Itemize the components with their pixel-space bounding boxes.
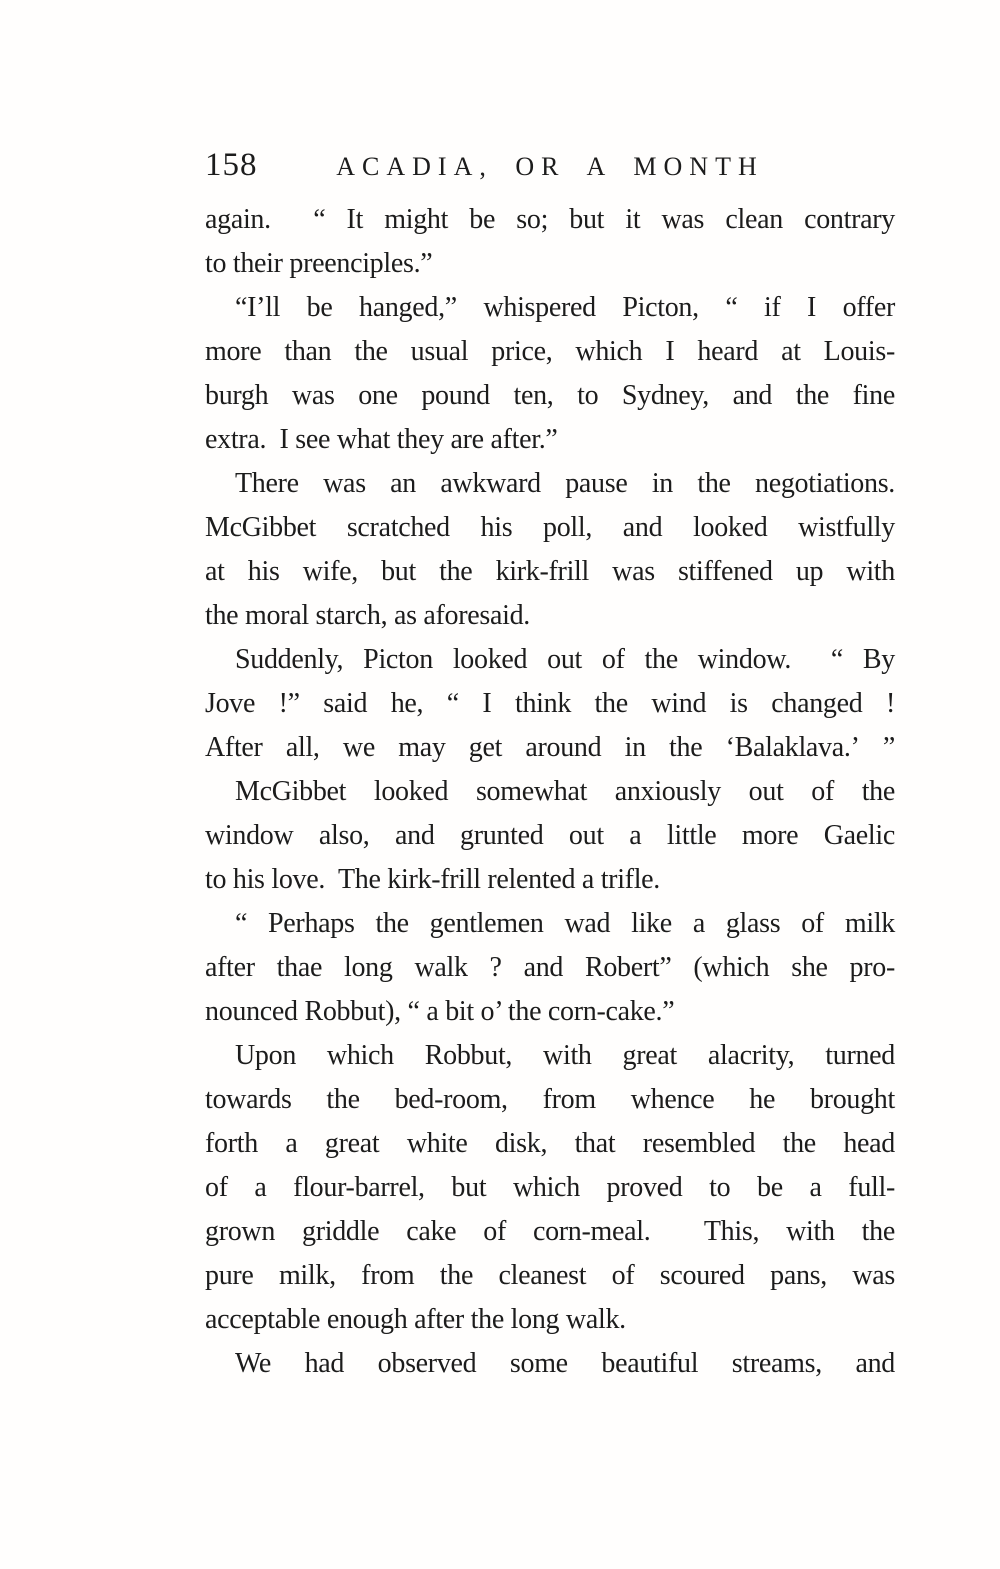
text-line: McGibbet looked somewhat anxiously out of the [235,776,895,807]
text-line: “ Perhaps the gentlemen wad like a glass of milk [235,908,895,939]
text-line: Suddenly, Picton looked out of the window. “ By [235,644,895,675]
text-line: Jove !” said he, “ I think the wind is changed ! [205,688,895,719]
text-line: acceptable enough after the long walk. [205,1304,626,1335]
text-block [205,198,895,1386]
text-line: again. “ It might be so; but it was clean contrary [205,204,895,235]
paragraph [205,1034,895,1342]
text-line: grown griddle cake of corn-meal. This, with the [205,1216,895,1247]
paragraph [205,1342,895,1386]
text-line: There was an awkward pause in the negotiations. [235,468,895,499]
text-line: the moral starch, as aforesaid. [205,600,531,631]
text-line: window also, and grunted out a little more Gaelic [205,820,895,851]
text-line: McGibbet scratched his poll, and looked wistfully [205,512,895,543]
text-line: We had observed some beautiful streams, and [235,1348,895,1379]
text-line: pure milk, from the cleanest of scoured pans, was [205,1260,895,1291]
text-line: to their preenciples.” [205,248,433,279]
text-line: Upon which Robbut, with great alacrity, turned [235,1040,895,1071]
paragraph [205,770,895,902]
text-line: towards the bed-room, from whence he brought [205,1084,895,1115]
paragraph [205,638,895,770]
text-line: more than the usual price, which I heard at Louis- [205,336,895,367]
page-number: 158 [205,147,258,183]
text-line: forth a great white disk, that resembled the head [205,1128,895,1159]
paragraph [205,286,895,462]
text-line: burgh was one pound ten, to Sydney, and the fine [205,380,895,411]
running-head: ACADIA, OR A MONTH [336,152,764,181]
page-header [205,138,895,182]
paragraph [205,462,895,638]
text-line: After all, we may get around in the ‘Balaklava.’ ” [205,732,895,763]
paragraph [205,198,895,286]
text-line: at his wife, but the kirk-frill was stiffened up with [205,556,895,587]
paragraph [205,902,895,1034]
text-line: to his love. The kirk-frill relented a trifle. [205,864,661,895]
text-line: after thae long walk ? and Robert” (which she pro- [205,952,895,983]
text-line: nounced Robbut), “ a bit o’ the corn-cake.” [205,996,675,1027]
text-line: extra. I see what they are after.” [205,424,558,455]
text-line: of a flour-barrel, but which proved to be a full- [205,1172,895,1203]
text-line: “I’ll be hanged,” whispered Picton, “ if I offer [235,292,895,323]
